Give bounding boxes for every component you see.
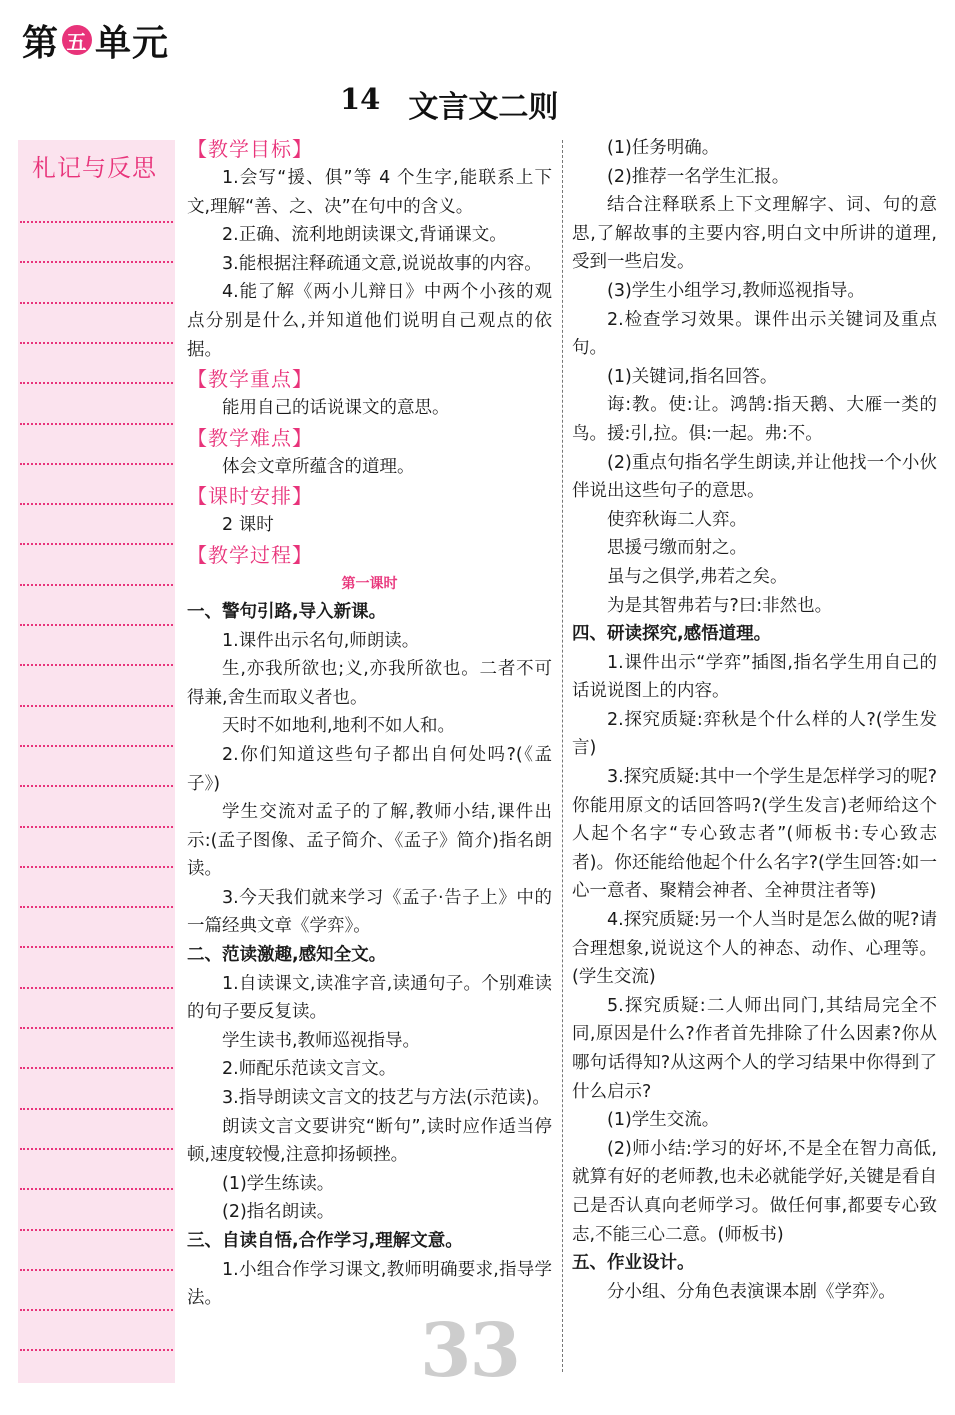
note-line [20,584,173,586]
body-paragraph: 2.检查学习效果。课件出示关键词及重点句。 [572,309,937,359]
page-number: 33 [420,1308,519,1394]
note-line [20,503,173,505]
note-line [20,543,173,545]
body-paragraph: (2)师小结:学习的好坏,不是全在智力高低,就算有好的老师教,也未必就能学好,关键是看自己是否认真向老师学习。做任何事,都要专心致志,不能三心二意。(师板书) [572,1138,937,1245]
sidebar-title: 札记与反思 [32,154,157,182]
note-line [20,1229,173,1231]
note-line [20,1269,173,1271]
note-line [20,745,173,747]
section-tag: 【教学难点】 [187,425,313,450]
section-tag: 【教学过程】 [187,542,313,567]
body-paragraph: (2)推荐一名学生汇报。 [607,166,790,187]
step-heading: 一、警句引路,导入新课。 [187,601,387,622]
note-line [20,705,173,707]
body-paragraph: 1.自读课文,读准字音,读通句子。个别难读的句子要反复读。 [187,973,552,1023]
body-paragraph: (3)学生小组学习,教师巡视指导。 [607,280,865,301]
body-paragraph: 2.你们知道这些句子都出自何处吗?(《孟子》) [187,744,552,794]
note-line [20,624,173,626]
body-paragraph: 1.小组合作学习课文,教师明确要求,指导学法。 [187,1259,552,1309]
note-line [20,1349,173,1351]
body-paragraph: 能用自己的话说课文的意思。 [222,398,450,419]
body-paragraph: 朗读文言文要讲究“断句”,读时应作适当停顿,速度较慢,注意抑扬顿挫。 [187,1116,552,1166]
step-heading: 二、范读激趣,感知全文。 [187,945,387,966]
lesson-period-heading: 第一课时 [341,575,398,592]
body-paragraph: 为是其智弗若与?曰:非然也。 [607,595,833,616]
body-paragraph: 诲:教。使:让。鸿鹄:指天鹅、大雁一类的鸟。援:引,拉。俱:一起。弗:不。 [572,395,937,444]
body-paragraph: 生,亦我所欲也;义,亦我所欲也。二者不可得兼,舍生而取义者也。 [187,659,552,708]
lesson-number: 14 [340,82,381,116]
body-paragraph: 1.会写“援、俱”等 4 个生字,能联系上下文,理解“善、之、决”在句中的含义。 [187,168,552,217]
left-column [187,134,552,1313]
note-line [20,261,173,263]
note-line [20,664,173,666]
note-line [20,1148,173,1150]
note-line [20,946,173,948]
note-line [20,987,173,989]
unit-suffix: 单元 [95,21,170,64]
body-paragraph: 结合注释联系上下文理解字、词、句的意思,了解故事的主要内容,明白文中所讲的道理,受到一些启发。 [572,195,937,273]
body-paragraph: 天时不如地利,地利不如人和。 [222,716,456,737]
body-paragraph: (1)学生练读。 [222,1173,335,1194]
body-paragraph: (1)学生交流。 [607,1110,720,1131]
body-paragraph: (1)任务明确。 [607,138,720,158]
step-heading: 四、研读探究,感悟道理。 [572,624,772,645]
lesson-title-text: 文言文二则 [408,90,559,125]
note-line [20,382,173,384]
right-column [572,134,937,1306]
note-line [20,1067,173,1069]
body-paragraph: 4.能了解《两小儿辩日》中两个小孩的观点分别是什么,并知道他们说明自己观点的依据。 [187,282,552,360]
unit-prefix: 第 [22,21,60,64]
body-paragraph: 5.探究质疑:二人师出同门,其结局完全不同,原因是什么?作者首先排除了什么因素?你从哪句话得知?从这两个人的学习结果中你得到了什么启示? [572,995,937,1102]
section-tag: 【教学目标】 [187,137,313,161]
body-paragraph: 虽与之俱学,弗若之矣。 [607,566,788,587]
body-paragraph: (1)关键词,指名回答。 [607,366,778,387]
body-paragraph: 3.探究质疑:其中一个学生是怎样学习的呢?你能用原文的话回答吗?(学生发言)老师给这个人起个名字“专心致志者”(师板书:专心致志者)。你还能给他起个什么名字?(学生回答:如一心一意者、聚精会神者、全神贯注者等) [572,767,937,902]
lesson-title [340,82,558,126]
body-paragraph: 思援弓缴而射之。 [607,538,747,559]
body-paragraph: 1.课件出示名句,师朗读。 [222,630,420,651]
note-line [20,866,173,868]
body-paragraph: 学生读书,教师巡视指导。 [222,1030,421,1051]
body-paragraph: 体会文章所蕴含的道理。 [222,456,415,477]
note-line [20,342,173,344]
body-paragraph: 3.能根据注释疏通文意,说说故事的内容。 [222,253,542,274]
note-line [20,423,173,425]
note-line [20,302,173,304]
body-paragraph: (2)指名朗读。 [222,1202,335,1223]
unit-number-badge: 五 [62,25,92,55]
step-heading: 五、作业设计。 [572,1253,695,1274]
note-line [20,785,173,787]
notes-sidebar [18,140,175,1383]
section-tag: 【教学重点】 [187,367,313,392]
body-paragraph: 2.探究质疑:弈秋是个什么样的人?(学生发言) [572,709,937,759]
note-line [20,1108,173,1110]
note-line [20,1027,173,1029]
body-paragraph: 2.正确、流利地朗读课文,背诵课文。 [222,225,507,246]
body-paragraph: 分小组、分角色表演课本剧《学弈》。 [607,1281,896,1302]
note-line [20,1309,173,1311]
body-paragraph: (2)重点句指名学生朗读,并让他找一个小伙伴说出这些句子的意思。 [572,452,937,502]
note-line [20,463,173,465]
body-paragraph: 使弈秋诲二人弈。 [607,509,747,530]
body-paragraph: 2.师配乐范读文言文。 [222,1059,397,1080]
body-paragraph: 2 课时 [222,515,274,536]
note-line [20,221,173,223]
section-tag: 【课时安排】 [187,484,313,509]
note-line [20,826,173,828]
body-paragraph: 学生交流对孟子的了解,教师小结,课件出示:(孟子图像、孟子简介、《孟子》简介)指名朗读。 [187,802,552,880]
body-paragraph: 4.探究质疑:另一个人当时是怎么做的呢?请合理想象,说说这个人的神态、动作、心理等。(学生交流) [572,910,937,988]
note-line [20,906,173,908]
note-line [20,1188,173,1190]
column-divider [562,140,563,1372]
body-paragraph: 1.课件出示“学弈”插图,指名学生用自己的话说说图上的内容。 [572,652,937,702]
body-paragraph: 3.指导朗读文言文的技艺与方法(示范读)。 [222,1088,550,1109]
unit-header [22,16,169,64]
step-heading: 三、自读自悟,合作学习,理解文意。 [187,1231,463,1251]
body-paragraph: 3.今天我们就来学习《孟子·告子上》中的一篇经典文章《学弈》。 [187,887,552,937]
